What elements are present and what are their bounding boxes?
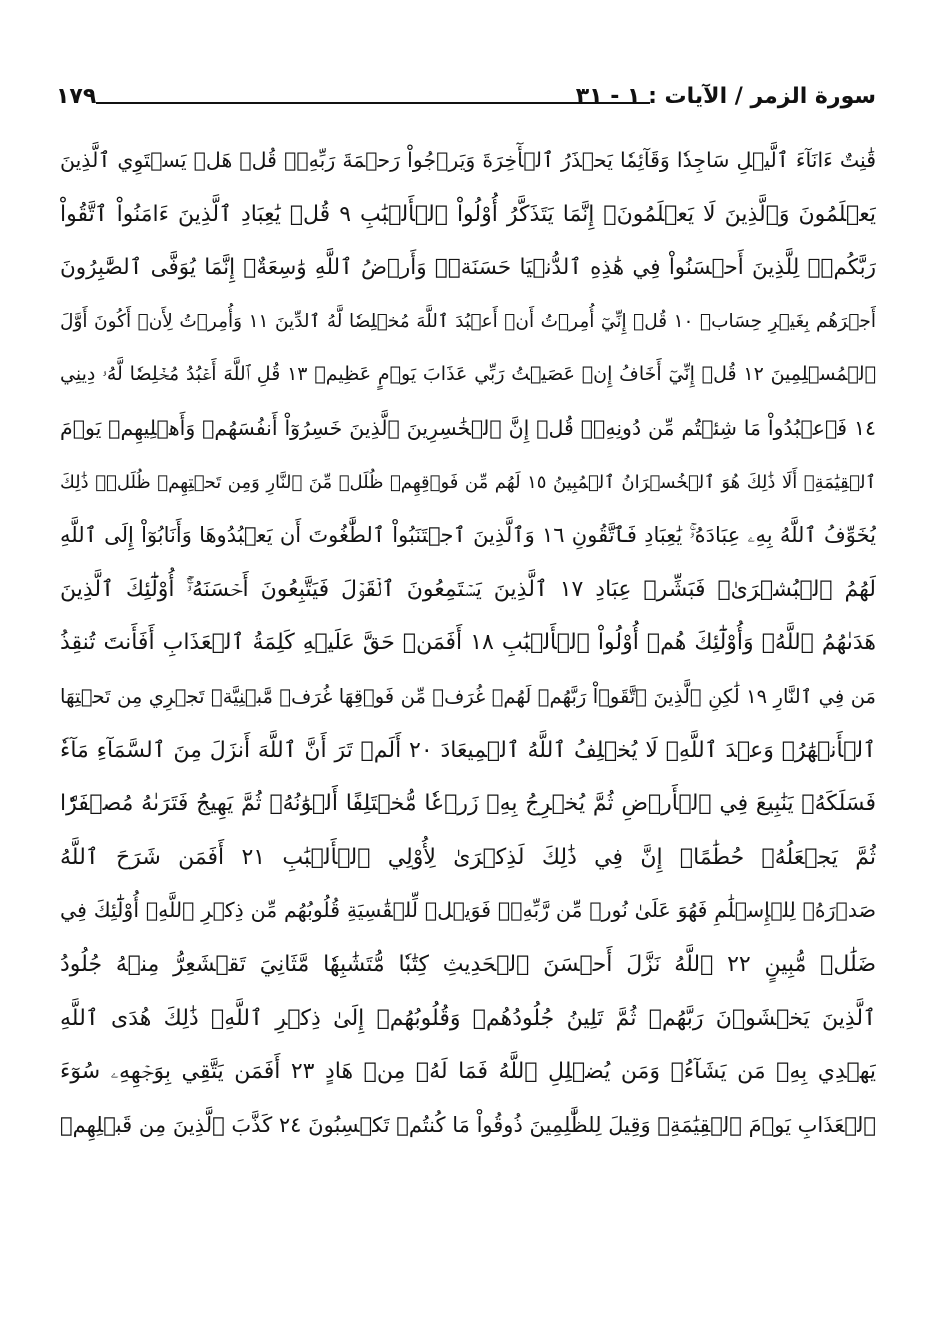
text-line: رَبَّكُمۡۚ لِلَّذِينَ أَحۡسَنُواْ فِي هَٰذِهِ ٱلدُّنۡيَا حَسَنَةٞۗ وَأَرۡضُ ٱللَّهِ وَٰسِعَةٌۗ إِنَّمَا يُوَفَّى ٱلصَّٰبِرُونَ <box>60 255 876 281</box>
text-line: هَدَىٰهُمُ ٱللَّهُۖ وَأُوْلَٰٓئِكَ هُمۡ أُوْلُواْ ٱلۡأَلۡبَٰبِ ١٨ أَفَمَنۡ حَقَّ عَلَيۡهِ كَلِمَةُ ٱلۡعَذَابِ أَفَأَنتَ تُنقِذُ <box>60 630 876 656</box>
text-line: صَدۡرَهُۥ لِلۡإِسۡلَٰمِ فَهُوَ عَلَىٰ نُورٖ مِّن رَّبِّهِۦۚ فَوَيۡلٞ لِّلۡقَٰسِيَةِ قُلُوبُهُم مِّن ذِكۡرِ ٱللَّهِۚ أُوْلَٰٓئِكَ فِي <box>60 898 876 923</box>
text-line: ٱلۡعَذَابِ يَوۡمَ ٱلۡقِيَٰمَةِۚ وَقِيلَ لِلظَّٰلِمِينَ ذُوقُواْ مَا كُنتُمۡ تَكۡسِبُونَ ٢٤ كَذَّبَ ٱلَّذِينَ مِن قَبۡلِهِمۡ <box>60 1112 876 1137</box>
text-line: يَعۡلَمُونَ وَٱلَّذِينَ لَا يَعۡلَمُونَۗ إِنَّمَا يَتَذَكَّرُ أُوْلُواْ ٱلۡأَلۡبَٰبِ ٩ قُلۡ يَٰعِبَادِ ٱلَّذِينَ ءَامَنُواْ ٱتَّقُواْ <box>60 201 876 227</box>
text-line: ٱلۡمُسۡلِمِينَ ١٢ قُلۡ إِنِّيٓ أَخَافُ إِنۡ عَصَيۡتُ رَبِّي عَذَابَ يَوۡمٍ عَظِيمٖ ١٣ قُلِ ٱللَّهَ أَعۡبُدُ مُخۡلِصٗا لَّهُۥ دِينِي <box>60 363 876 386</box>
text-line: مَن فِي ٱلنَّارِ ١٩ لَٰكِنِ ٱلَّذِينَ ٱتَّقَوۡاْ رَبَّهُمۡ لَهُمۡ غُرَفٞ مِّن فَوۡقِهَا غُرَفٞ مَّبۡنِيَّةٞ تَجۡرِي مِن تَحۡتِهَا <box>60 684 876 708</box>
text-line: يَهۡدِي بِهِۦ مَن يَشَآءُۚ وَمَن يُضۡلِلِ ٱللَّهُ فَمَا لَهُۥ مِنۡ هَادٍ ٢٣ أَفَمَن يَتَّقِي بِوَجۡهِهِۦ سُوٓءَ <box>60 1059 876 1085</box>
text-line: لَهُمُ ٱلۡبُشۡرَىٰۚ فَبَشِّرۡ عِبَادِ ١٧ ٱلَّذِينَ يَسۡتَمِعُونَ ٱلۡقَوۡلَ فَيَتَّبِعُونَ أَحۡسَنَهُۥٓۚ أُوْلَٰٓئِكَ ٱلَّذِينَ <box>60 576 876 602</box>
header-rule <box>96 102 650 104</box>
page-number: ١٧٩ <box>56 84 97 109</box>
quran-text <box>60 134 876 1152</box>
surah-title: سورة الزمر / الآيات : ١ - ٣١ <box>575 84 876 109</box>
page-header <box>56 82 876 118</box>
text-line: قَٰنِتٌ ءَانَآءَ ٱلَّيۡلِ سَاجِدٗا وَقَآئِمٗا يَحۡذَرُ ٱلۡأٓخِرَةَ وَيَرۡجُواْ رَحۡمَةَ رَبِّهِۦۗ قُلۡ هَلۡ يَسۡتَوِي ٱلَّذِينَ <box>60 148 876 172</box>
text-line: أَجۡرَهُم بِغَيۡرِ حِسَابٖ ١٠ قُلۡ إِنِّيٓ أُمِرۡتُ أَنۡ أَعۡبُدَ ٱللَّهَ مُخۡلِصٗا لَّهُ ٱلدِّينَ ١١ وَأُمِرۡتُ لِأَنۡ أَكُونَ أَوَّلَ <box>60 310 876 332</box>
text-line: يُخَوِّفُ ٱللَّهُ بِهِۦ عِبَادَهُۥۚ يَٰعِبَادِ فَٱتَّقُونِ ١٦ وَٱلَّذِينَ ٱجۡتَنَبُواْ ٱلطَّٰغُوتَ أَن يَعۡبُدُوهَا وَأَنَابُوٓاْ إِلَى ٱللَّهِ <box>60 523 876 548</box>
text-line: ثُمَّ يَجۡعَلُهُۥ حُطَٰمًاۚ إِنَّ فِي ذَٰلِكَ لَذِكۡرَىٰ لِأُوْلِي ٱلۡأَلۡبَٰبِ ٢١ أَفَمَن شَرَحَ ٱللَّهُ <box>60 844 876 870</box>
text-line: ٱلَّذِينَ يَخۡشَوۡنَ رَبَّهُمۡ ثُمَّ تَلِينُ جُلُودُهُمۡ وَقُلُوبُهُمۡ إِلَىٰ ذِكۡرِ ٱللَّهِۚ ذَٰلِكَ هُدَى ٱللَّهِ <box>60 1005 876 1031</box>
text-line: فَسَلَكَهُۥ يَنَٰبِيعَ فِي ٱلۡأَرۡضِ ثُمَّ يُخۡرِجُ بِهِۦ زَرۡعٗا مُّخۡتَلِفًا أَلۡوَٰنُهُۥ ثُمَّ يَهِيجُ فَتَرَىٰهُ مُصۡفَرّٗا <box>60 791 876 817</box>
text-line: ٱلۡقِيَٰمَةِۗ أَلَا ذَٰلِكَ هُوَ ٱلۡخُسۡرَانُ ٱلۡمُبِينُ ١٥ لَهُم مِّن فَوۡقِهِمۡ ظُلَلٞ مِّنَ ٱلنَّارِ وَمِن تَحۡتِهِمۡ ظُلَلٞۚ ذَٰلِكَ <box>60 471 876 493</box>
text-line: ١٤ فَٱعۡبُدُواْ مَا شِئۡتُم مِّن دُونِهِۦۗ قُلۡ إِنَّ ٱلۡخَٰسِرِينَ ٱلَّذِينَ خَسِرُوٓاْ أَنفُسَهُمۡ وَأَهۡلِيهِمۡ يَوۡمَ <box>60 415 876 440</box>
text-line: ضَلَٰلٖ مُّبِينٍ ٢٢ ٱللَّهُ نَزَّلَ أَحۡسَنَ ٱلۡحَدِيثِ كِتَٰبٗا مُّتَشَٰبِهٗا مَّثَانِيَ تَقۡشَعِرُّ مِنۡهُ جُلُودُ <box>60 951 876 977</box>
text-line: ٱلۡأَنۡهَٰرُۖ وَعۡدَ ٱللَّهِۖ لَا يُخۡلِفُ ٱللَّهُ ٱلۡمِيعَادَ ٢٠ أَلَمۡ تَرَ أَنَّ ٱللَّهَ أَنزَلَ مِنَ ٱلسَّمَآءِ مَآءٗ <box>60 737 876 763</box>
